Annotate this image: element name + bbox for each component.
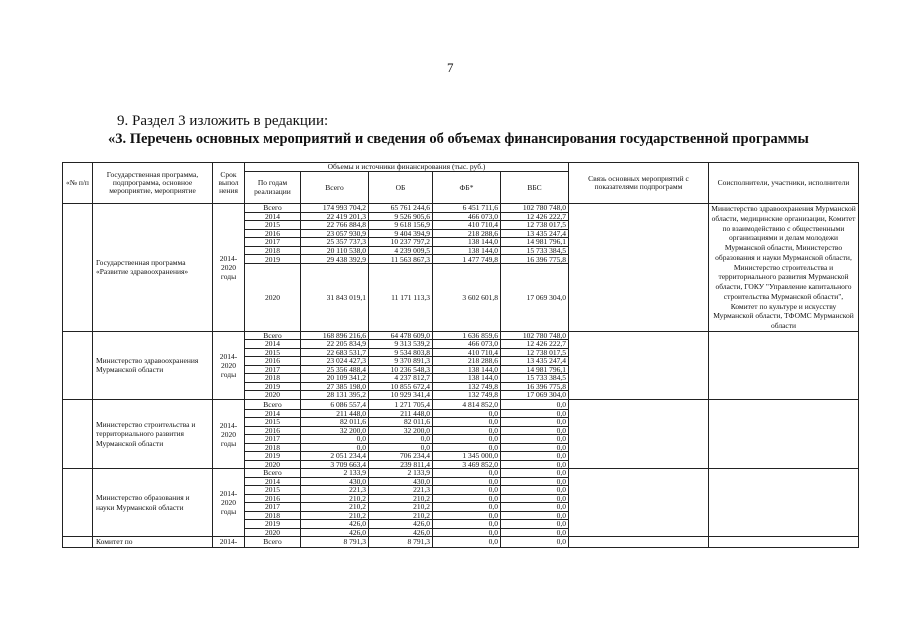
vbs-cell: 12 738 017,5	[501, 221, 569, 230]
vbs-cell: 0,0	[501, 418, 569, 427]
ob-cell: 239 811,4	[369, 460, 433, 469]
link-cell	[569, 331, 709, 399]
total-cell: 6 086 557,4	[301, 399, 369, 409]
table-row	[63, 469, 859, 478]
row-number	[63, 537, 93, 547]
year-cell: Всего	[245, 537, 301, 547]
fb-cell: 0,0	[433, 503, 501, 512]
vbs-cell: 0,0	[501, 452, 569, 461]
total-cell: 22 766 884,8	[301, 221, 369, 230]
total-cell: 8 791,3	[301, 537, 369, 547]
vbs-cell: 17 069 304,0	[501, 391, 569, 400]
table-row	[63, 204, 859, 213]
fb-cell: 0,0	[433, 477, 501, 486]
ob-cell: 9 526 905,6	[369, 212, 433, 221]
total-cell: 174 993 704,2	[301, 204, 369, 213]
ob-cell: 9 618 156,9	[369, 221, 433, 230]
vbs-cell: 0,0	[501, 537, 569, 547]
year-cell: 2020	[245, 264, 301, 332]
vbs-cell: 0,0	[501, 494, 569, 503]
vbs-cell: 0,0	[501, 486, 569, 495]
ob-cell: 2 133,9	[369, 469, 433, 478]
ob-cell: 210,2	[369, 494, 433, 503]
year-cell: 2017	[245, 435, 301, 444]
term-cell: 2014-2020 годы	[213, 399, 245, 469]
table-row	[63, 331, 859, 340]
executors-cell: Министерство здравоохранения Мурманской области, медицинские организации, Комитет по взаимодействию с общественными организациями и делам молодежи Мурманской области, Министерство образования и науки Мурманской области, Министерство строительства и территориального развития Мурманской области, ГОКУ "Управление капитального строительства Мурманской области", Комитет по культуре и искусству Мурманской области, ТФОМС Мурманской области	[709, 204, 859, 332]
year-cell: 2014	[245, 409, 301, 418]
executors-cell	[709, 469, 859, 537]
header-name: Государственная программа, подпрограмма, основное мероприятие, мероприятие	[93, 163, 213, 204]
year-cell: 2017	[245, 238, 301, 247]
ob-cell: 9 370 891,3	[369, 357, 433, 366]
total-cell: 32 200,0	[301, 426, 369, 435]
total-cell: 3 709 663,4	[301, 460, 369, 469]
total-cell: 430,0	[301, 477, 369, 486]
ob-cell: 10 929 341,4	[369, 391, 433, 400]
fb-cell: 0,0	[433, 537, 501, 547]
total-cell: 20 110 538,0	[301, 246, 369, 255]
vbs-cell: 0,0	[501, 435, 569, 444]
ob-cell: 210,2	[369, 511, 433, 520]
ob-cell: 11 171 113,3	[369, 264, 433, 332]
executors-cell	[709, 399, 859, 469]
total-cell: 23 024 427,3	[301, 357, 369, 366]
fb-cell: 138 144,0	[433, 238, 501, 247]
total-cell: 82 011,6	[301, 418, 369, 427]
total-cell: 168 896 216,6	[301, 331, 369, 340]
year-cell: 2016	[245, 357, 301, 366]
total-cell: 0,0	[301, 435, 369, 444]
year-cell: 2018	[245, 246, 301, 255]
fb-cell: 1 477 749,8	[433, 255, 501, 264]
executors-cell	[709, 331, 859, 399]
header-total: Всего	[301, 172, 369, 204]
fb-cell: 410 710,4	[433, 221, 501, 230]
total-cell: 210,2	[301, 503, 369, 512]
year-cell: 2015	[245, 221, 301, 230]
program-name: Министерство образования и науки Мурманской области	[93, 469, 213, 537]
vbs-cell: 0,0	[501, 528, 569, 537]
total-cell: 25 357 737,3	[301, 238, 369, 247]
vbs-cell: 15 733 384,5	[501, 374, 569, 383]
term-cell: 2014-	[213, 537, 245, 547]
fb-cell: 0,0	[433, 409, 501, 418]
total-cell: 22 419 201,3	[301, 212, 369, 221]
link-cell	[569, 204, 709, 332]
fb-cell: 0,0	[433, 469, 501, 478]
fb-cell: 466 073,0	[433, 212, 501, 221]
ob-cell: 221,3	[369, 486, 433, 495]
vbs-cell: 0,0	[501, 503, 569, 512]
link-cell	[569, 537, 709, 547]
page-number: 7	[447, 60, 454, 75]
link-cell	[569, 469, 709, 537]
fb-cell: 0,0	[433, 511, 501, 520]
fb-cell: 0,0	[433, 443, 501, 452]
vbs-cell: 17 069 304,0	[501, 264, 569, 332]
ob-cell: 4 237 812,7	[369, 374, 433, 383]
vbs-cell: 0,0	[501, 520, 569, 529]
year-cell: 2015	[245, 418, 301, 427]
row-number	[63, 331, 93, 399]
fb-cell: 132 749,8	[433, 391, 501, 400]
table-row	[63, 537, 859, 547]
fb-cell: 3 469 852,0	[433, 460, 501, 469]
total-cell: 22 683 531,7	[301, 348, 369, 357]
fb-cell: 6 451 711,6	[433, 204, 501, 213]
total-cell: 20 109 341,2	[301, 374, 369, 383]
fb-cell: 218 288,6	[433, 229, 501, 238]
term-cell: 2014-2020 годы	[213, 469, 245, 537]
ob-cell: 64 478 609,0	[369, 331, 433, 340]
total-cell: 210,2	[301, 494, 369, 503]
fb-cell: 1 636 859,6	[433, 331, 501, 340]
total-cell: 211 448,0	[301, 409, 369, 418]
total-cell: 426,0	[301, 520, 369, 529]
vbs-cell: 12 738 017,5	[501, 348, 569, 357]
total-cell: 0,0	[301, 443, 369, 452]
vbs-cell: 0,0	[501, 511, 569, 520]
total-cell: 23 057 930,9	[301, 229, 369, 238]
fb-cell: 0,0	[433, 418, 501, 427]
year-cell: 2018	[245, 511, 301, 520]
total-cell: 27 385 198,0	[301, 382, 369, 391]
fb-cell: 410 710,4	[433, 348, 501, 357]
row-number	[63, 469, 93, 537]
vbs-cell: 0,0	[501, 443, 569, 452]
fb-cell: 0,0	[433, 426, 501, 435]
ob-cell: 9 313 539,2	[369, 340, 433, 349]
header-by-year: По годам реализации	[245, 172, 301, 204]
vbs-cell: 0,0	[501, 426, 569, 435]
header-vbs: ВБС	[501, 172, 569, 204]
year-cell: 2015	[245, 348, 301, 357]
program-name: Министерство строительства и территориального развития Мурманской области	[93, 399, 213, 469]
ob-cell: 82 011,6	[369, 418, 433, 427]
vbs-cell: 14 981 796,1	[501, 365, 569, 374]
ob-cell: 9 404 394,9	[369, 229, 433, 238]
ob-cell: 430,0	[369, 477, 433, 486]
table-row	[63, 399, 859, 409]
term-cell: 2014-2020 годы	[213, 204, 245, 332]
year-cell: 2020	[245, 460, 301, 469]
header-link: Связь основных мероприятий с показателями подпрограмм	[569, 163, 709, 204]
total-cell: 2 051 234,4	[301, 452, 369, 461]
fb-cell: 0,0	[433, 494, 501, 503]
ob-cell: 8 791,3	[369, 537, 433, 547]
year-cell: 2014	[245, 212, 301, 221]
link-cell	[569, 399, 709, 469]
fb-cell: 138 144,0	[433, 374, 501, 383]
program-name: Министерство здравоохранения Мурманской области	[93, 331, 213, 399]
year-cell: 2019	[245, 255, 301, 264]
header-term: Срок выпол нения	[213, 163, 245, 204]
fb-cell: 218 288,6	[433, 357, 501, 366]
row-number	[63, 204, 93, 332]
year-cell: 2017	[245, 503, 301, 512]
year-cell: 2015	[245, 486, 301, 495]
ob-cell: 0,0	[369, 443, 433, 452]
funding-table	[62, 162, 859, 548]
year-cell: Всего	[245, 204, 301, 213]
ob-cell: 211 448,0	[369, 409, 433, 418]
fb-cell: 3 602 601,8	[433, 264, 501, 332]
year-cell: 2016	[245, 494, 301, 503]
vbs-cell: 12 426 222,7	[501, 212, 569, 221]
ob-cell: 11 563 867,3	[369, 255, 433, 264]
fb-cell: 132 749,8	[433, 382, 501, 391]
ob-cell: 0,0	[369, 435, 433, 444]
ob-cell: 10 237 797,2	[369, 238, 433, 247]
vbs-cell: 0,0	[501, 460, 569, 469]
year-cell: 2019	[245, 382, 301, 391]
ob-cell: 10 855 672,4	[369, 382, 433, 391]
vbs-cell: 14 981 796,1	[501, 238, 569, 247]
section-heading: 9. Раздел 3 изложить в редакции:	[117, 113, 329, 129]
total-cell: 29 438 392,9	[301, 255, 369, 264]
fb-cell: 0,0	[433, 486, 501, 495]
total-cell: 2 133,9	[301, 469, 369, 478]
program-name: Комитет по	[93, 537, 213, 547]
ob-cell: 1 271 705,4	[369, 399, 433, 409]
fb-cell: 1 345 000,0	[433, 452, 501, 461]
total-cell: 221,3	[301, 486, 369, 495]
header-fb: ФБ*	[433, 172, 501, 204]
vbs-cell: 16 396 775,8	[501, 382, 569, 391]
table-title: «3. Перечень основных мероприятий и сведения об объемах финансирования государственной программы	[108, 131, 809, 147]
fb-cell: 0,0	[433, 435, 501, 444]
vbs-cell: 0,0	[501, 477, 569, 486]
year-cell: 2018	[245, 443, 301, 452]
year-cell: Всего	[245, 331, 301, 340]
ob-cell: 9 534 803,8	[369, 348, 433, 357]
year-cell: Всего	[245, 469, 301, 478]
total-cell: 31 843 019,1	[301, 264, 369, 332]
header-funding: Объемы и источники финансирования (тыс. руб.)	[245, 163, 569, 172]
header-executors: Соисполнители, участники, исполнители	[709, 163, 859, 204]
total-cell: 426,0	[301, 528, 369, 537]
vbs-cell: 0,0	[501, 409, 569, 418]
ob-cell: 4 239 009,5	[369, 246, 433, 255]
vbs-cell: 12 426 222,7	[501, 340, 569, 349]
vbs-cell: 15 733 384,5	[501, 246, 569, 255]
fb-cell: 466 073,0	[433, 340, 501, 349]
fb-cell: 0,0	[433, 520, 501, 529]
year-cell: 2020	[245, 528, 301, 537]
year-cell: 2019	[245, 520, 301, 529]
ob-cell: 426,0	[369, 528, 433, 537]
year-cell: 2020	[245, 391, 301, 400]
term-cell: 2014-2020 годы	[213, 331, 245, 399]
vbs-cell: 102 780 748,0	[501, 331, 569, 340]
total-cell: 25 356 488,4	[301, 365, 369, 374]
vbs-cell: 16 396 775,8	[501, 255, 569, 264]
ob-cell: 210,2	[369, 503, 433, 512]
ob-cell: 65 761 244,6	[369, 204, 433, 213]
fb-cell: 138 144,0	[433, 365, 501, 374]
year-cell: 2018	[245, 374, 301, 383]
vbs-cell: 102 780 748,0	[501, 204, 569, 213]
fb-cell: 138 144,0	[433, 246, 501, 255]
year-cell: 2014	[245, 477, 301, 486]
fb-cell: 4 814 852,0	[433, 399, 501, 409]
header-num: «№ п/п	[63, 163, 93, 204]
ob-cell: 426,0	[369, 520, 433, 529]
executors-cell	[709, 537, 859, 547]
total-cell: 22 205 834,9	[301, 340, 369, 349]
year-cell: 2016	[245, 426, 301, 435]
year-cell: 2017	[245, 365, 301, 374]
year-cell: 2016	[245, 229, 301, 238]
total-cell: 210,2	[301, 511, 369, 520]
ob-cell: 32 200,0	[369, 426, 433, 435]
vbs-cell: 0,0	[501, 469, 569, 478]
year-cell: Всего	[245, 399, 301, 409]
year-cell: 2019	[245, 452, 301, 461]
program-name: Государственная программа «Развитие здравоохранения»	[93, 204, 213, 332]
ob-cell: 706 234,4	[369, 452, 433, 461]
vbs-cell: 0,0	[501, 399, 569, 409]
vbs-cell: 13 435 247,4	[501, 229, 569, 238]
header-ob: ОБ	[369, 172, 433, 204]
ob-cell: 10 236 548,3	[369, 365, 433, 374]
total-cell: 28 131 395,2	[301, 391, 369, 400]
fb-cell: 0,0	[433, 528, 501, 537]
row-number	[63, 399, 93, 469]
vbs-cell: 13 435 247,4	[501, 357, 569, 366]
year-cell: 2014	[245, 340, 301, 349]
